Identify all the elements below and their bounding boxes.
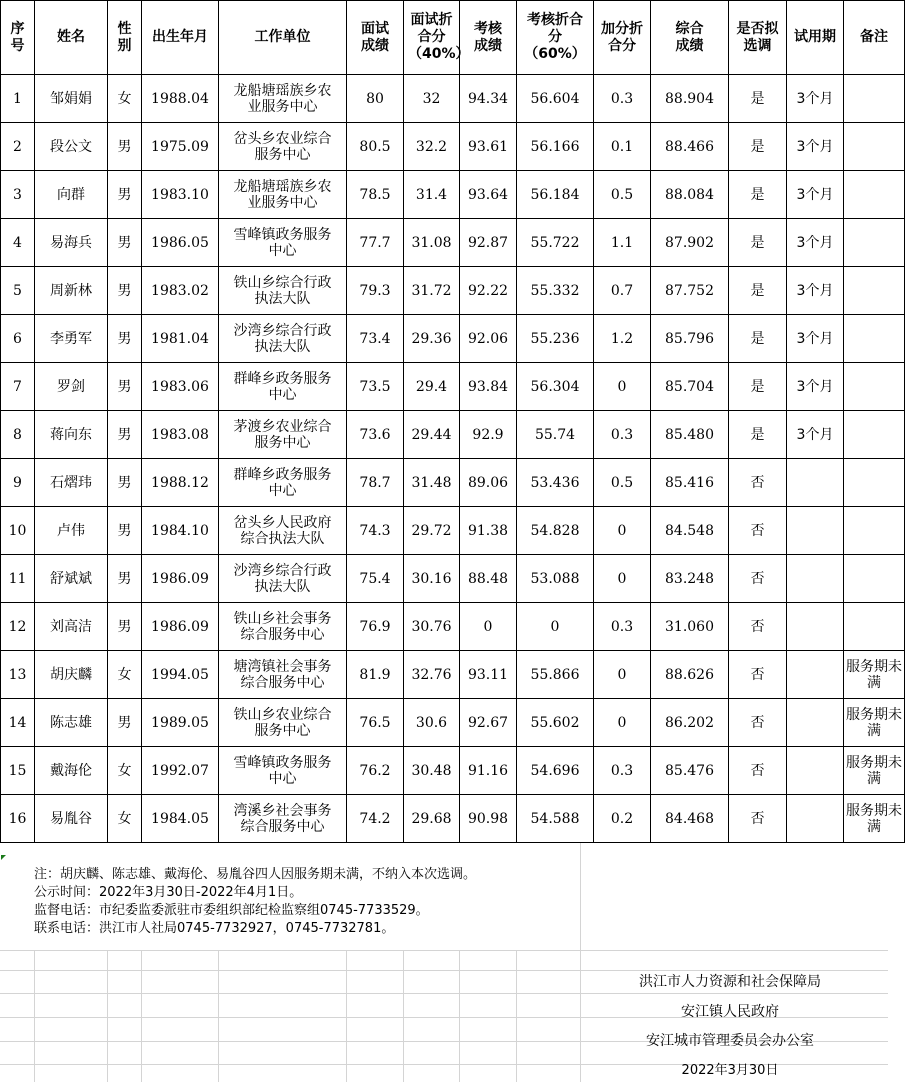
cell-interview-weighted: 31.4 — [404, 171, 460, 219]
cell-gender: 女 — [108, 747, 142, 795]
cell-birth: 1986.09 — [142, 555, 219, 603]
cell-seq: 6 — [1, 315, 35, 363]
cell-bonus: 1.2 — [594, 315, 651, 363]
cell-interview-weighted: 31.72 — [404, 267, 460, 315]
cell-probation: 3个月 — [787, 315, 844, 363]
cell-seq: 9 — [1, 459, 35, 507]
cell-selected: 否 — [729, 459, 787, 507]
cell-unit: 塘湾镇社会事务综合服务中心 — [219, 651, 347, 699]
cell-probation — [787, 699, 844, 747]
cell-remark: 服务期未满 — [844, 651, 905, 699]
cell-unit: 群峰乡政务服务中心 — [219, 459, 347, 507]
cell-assess-weighted: 56.166 — [517, 123, 594, 171]
table-row — [1, 171, 905, 219]
cell-gender: 男 — [108, 411, 142, 459]
table-row — [1, 651, 905, 699]
cell-unit: 群峰乡政务服务中心 — [219, 363, 347, 411]
cell-interview: 79.3 — [347, 267, 404, 315]
cell-assess: 92.06 — [460, 315, 517, 363]
cell-name: 段公文 — [35, 123, 108, 171]
cell-interview-weighted: 32 — [404, 75, 460, 123]
table-row — [1, 219, 905, 267]
cell-marker-icon — [1, 855, 6, 860]
cell-seq: 11 — [1, 555, 35, 603]
note-line-1: 注：胡庆麟、陈志雄、戴海伦、易胤谷四人因服务期未满，不纳入本次选调。 — [34, 867, 477, 882]
cell-total: 87.902 — [651, 219, 729, 267]
cell-remark: 服务期未满 — [844, 795, 905, 843]
cell-selected: 是 — [729, 75, 787, 123]
cell-assess: 92.87 — [460, 219, 517, 267]
cell-interview: 76.5 — [347, 699, 404, 747]
cell-remark — [844, 459, 905, 507]
cell-name: 胡庆麟 — [35, 651, 108, 699]
cell-assess-weighted: 54.828 — [517, 507, 594, 555]
cell-interview-weighted: 29.36 — [404, 315, 460, 363]
cell-remark — [844, 411, 905, 459]
cell-remark — [844, 363, 905, 411]
cell-probation: 3个月 — [787, 123, 844, 171]
cell-unit: 铁山乡农业综合服务中心 — [219, 699, 347, 747]
cell-interview-weighted: 29.44 — [404, 411, 460, 459]
table-row — [1, 603, 905, 651]
cell-assess-weighted: 54.696 — [517, 747, 594, 795]
cell-interview: 80 — [347, 75, 404, 123]
cell-name: 蒋向东 — [35, 411, 108, 459]
cell-interview: 76.9 — [347, 603, 404, 651]
header-birth: 出生年月 — [142, 1, 219, 75]
cell-seq: 12 — [1, 603, 35, 651]
cell-interview-weighted: 29.4 — [404, 363, 460, 411]
cell-total: 85.704 — [651, 363, 729, 411]
header-total: 综合成绩 — [651, 1, 729, 75]
cell-total: 88.904 — [651, 75, 729, 123]
cell-total: 84.548 — [651, 507, 729, 555]
cell-probation — [787, 507, 844, 555]
signature-org-2: 安江镇人民政府 — [681, 1004, 779, 1020]
header-probation: 试用期 — [787, 1, 844, 75]
cell-gender: 男 — [108, 507, 142, 555]
table-row — [1, 507, 905, 555]
cell-bonus: 1.1 — [594, 219, 651, 267]
cell-selected: 是 — [729, 411, 787, 459]
cell-assess-weighted: 55.332 — [517, 267, 594, 315]
cell-gender: 男 — [108, 459, 142, 507]
cell-interview-weighted: 30.6 — [404, 699, 460, 747]
cell-seq: 14 — [1, 699, 35, 747]
cell-bonus: 0 — [594, 507, 651, 555]
cell-seq: 8 — [1, 411, 35, 459]
cell-seq: 3 — [1, 171, 35, 219]
cell-interview-weighted: 29.68 — [404, 795, 460, 843]
cell-seq: 16 — [1, 795, 35, 843]
cell-total: 85.476 — [651, 747, 729, 795]
cell-selected: 是 — [729, 219, 787, 267]
cell-seq: 10 — [1, 507, 35, 555]
cell-total: 85.416 — [651, 459, 729, 507]
cell-selected: 否 — [729, 507, 787, 555]
cell-interview: 73.6 — [347, 411, 404, 459]
cell-gender: 男 — [108, 363, 142, 411]
cell-assess: 92.67 — [460, 699, 517, 747]
cell-probation: 3个月 — [787, 267, 844, 315]
cell-unit: 龙船塘瑶族乡农业服务中心 — [219, 75, 347, 123]
cell-assess-weighted: 53.088 — [517, 555, 594, 603]
cell-interview: 73.5 — [347, 363, 404, 411]
cell-seq: 2 — [1, 123, 35, 171]
cell-probation — [787, 603, 844, 651]
cell-probation: 3个月 — [787, 363, 844, 411]
cell-assess: 0 — [460, 603, 517, 651]
cell-name: 石熠玮 — [35, 459, 108, 507]
cell-total: 84.468 — [651, 795, 729, 843]
cell-birth: 1975.09 — [142, 123, 219, 171]
cell-probation — [787, 651, 844, 699]
cell-interview: 75.4 — [347, 555, 404, 603]
cell-bonus: 0.1 — [594, 123, 651, 171]
table-row — [1, 267, 905, 315]
cell-selected: 否 — [729, 747, 787, 795]
signature-org-1: 洪江市人力资源和社会保障局 — [639, 974, 821, 990]
cell-remark — [844, 75, 905, 123]
cell-interview-weighted: 29.72 — [404, 507, 460, 555]
cell-bonus: 0 — [594, 555, 651, 603]
cell-assess-weighted: 55.236 — [517, 315, 594, 363]
signature-org-3: 安江城市管理委员会办公室 — [646, 1033, 814, 1049]
cell-name: 易海兵 — [35, 219, 108, 267]
notes-block — [34, 866, 476, 938]
cell-remark: 服务期未满 — [844, 699, 905, 747]
table-row — [1, 75, 905, 123]
cell-assess-weighted: 55.866 — [517, 651, 594, 699]
cell-bonus: 0 — [594, 699, 651, 747]
cell-interview: 74.3 — [347, 507, 404, 555]
cell-assess: 93.64 — [460, 171, 517, 219]
cell-gender: 男 — [108, 267, 142, 315]
cell-name: 陈志雄 — [35, 699, 108, 747]
cell-assess-weighted: 53.436 — [517, 459, 594, 507]
header-bonus: 加分折合分 — [594, 1, 651, 75]
cell-total: 83.248 — [651, 555, 729, 603]
cell-remark — [844, 603, 905, 651]
header-remark: 备注 — [844, 1, 905, 75]
cell-assess-weighted: 55.602 — [517, 699, 594, 747]
cell-selected: 是 — [729, 363, 787, 411]
cell-probation — [787, 459, 844, 507]
cell-birth: 1986.05 — [142, 219, 219, 267]
cell-total: 86.202 — [651, 699, 729, 747]
cell-assess: 89.06 — [460, 459, 517, 507]
cell-interview-weighted: 32.2 — [404, 123, 460, 171]
cell-birth: 1984.05 — [142, 795, 219, 843]
cell-birth: 1994.05 — [142, 651, 219, 699]
cell-birth: 1988.12 — [142, 459, 219, 507]
header-unit: 工作单位 — [219, 1, 347, 75]
cell-unit: 岔头乡农业综合服务中心 — [219, 123, 347, 171]
cell-assess-weighted: 56.604 — [517, 75, 594, 123]
cell-assess-weighted: 0 — [517, 603, 594, 651]
cell-interview: 78.7 — [347, 459, 404, 507]
cell-assess-weighted: 55.74 — [517, 411, 594, 459]
cell-unit: 茅渡乡农业综合服务中心 — [219, 411, 347, 459]
cell-selected: 否 — [729, 795, 787, 843]
cell-seq: 13 — [1, 651, 35, 699]
table-row — [1, 795, 905, 843]
cell-selected: 否 — [729, 699, 787, 747]
cell-name: 周新林 — [35, 267, 108, 315]
cell-gender: 男 — [108, 699, 142, 747]
cell-seq: 1 — [1, 75, 35, 123]
cell-interview: 73.4 — [347, 315, 404, 363]
note-line-4: 联系电话：洪江市人社局0745-7732927，0745-7732781。 — [34, 921, 395, 936]
cell-selected: 是 — [729, 123, 787, 171]
cell-selected: 否 — [729, 555, 787, 603]
cell-bonus: 0.2 — [594, 795, 651, 843]
cell-name: 刘高洁 — [35, 603, 108, 651]
cell-total: 88.466 — [651, 123, 729, 171]
cell-remark — [844, 123, 905, 171]
cell-seq: 5 — [1, 267, 35, 315]
cell-interview: 78.5 — [347, 171, 404, 219]
cell-assess: 88.48 — [460, 555, 517, 603]
cell-total: 88.084 — [651, 171, 729, 219]
cell-interview-weighted: 30.76 — [404, 603, 460, 651]
cell-gender: 男 — [108, 123, 142, 171]
cell-gender: 男 — [108, 555, 142, 603]
cell-probation — [787, 795, 844, 843]
cell-remark: 服务期未满 — [844, 747, 905, 795]
cell-gender: 女 — [108, 795, 142, 843]
cell-interview: 76.2 — [347, 747, 404, 795]
cell-assess: 90.98 — [460, 795, 517, 843]
cell-assess: 91.16 — [460, 747, 517, 795]
cell-probation: 3个月 — [787, 75, 844, 123]
cell-bonus: 0.3 — [594, 603, 651, 651]
header-name: 姓名 — [35, 1, 108, 75]
cell-remark — [844, 555, 905, 603]
cell-interview: 77.7 — [347, 219, 404, 267]
signature-date: 2022年3月30日 — [681, 1063, 779, 1078]
cell-selected: 否 — [729, 603, 787, 651]
header-interview-weighted: 面试折合分（40%） — [404, 1, 460, 75]
cell-bonus: 0.7 — [594, 267, 651, 315]
cell-total: 88.626 — [651, 651, 729, 699]
cell-bonus: 0 — [594, 363, 651, 411]
cell-interview-weighted: 30.16 — [404, 555, 460, 603]
cell-probation — [787, 747, 844, 795]
cell-remark — [844, 507, 905, 555]
cell-assess: 94.34 — [460, 75, 517, 123]
cell-unit: 雪峰镇政务服务中心 — [219, 747, 347, 795]
cell-bonus: 0.3 — [594, 75, 651, 123]
table-row — [1, 123, 905, 171]
cell-selected: 是 — [729, 267, 787, 315]
cell-gender: 女 — [108, 651, 142, 699]
cell-assess: 93.84 — [460, 363, 517, 411]
note-line-2: 公示时间：2022年3月30日-2022年4月1日。 — [34, 885, 303, 900]
cell-name: 罗剑 — [35, 363, 108, 411]
cell-seq: 15 — [1, 747, 35, 795]
cell-remark — [844, 219, 905, 267]
table-row — [1, 363, 905, 411]
header-seq: 序号 — [1, 1, 35, 75]
cell-probation: 3个月 — [787, 411, 844, 459]
cell-bonus: 0 — [594, 651, 651, 699]
cell-unit: 铁山乡综合行政执法大队 — [219, 267, 347, 315]
cell-name: 向群 — [35, 171, 108, 219]
header-gender: 性别 — [108, 1, 142, 75]
cell-unit: 岔头乡人民政府综合执法大队 — [219, 507, 347, 555]
header-assess: 考核成绩 — [460, 1, 517, 75]
cell-unit: 龙船塘瑶族乡农业服务中心 — [219, 171, 347, 219]
cell-total: 31.060 — [651, 603, 729, 651]
table-row — [1, 411, 905, 459]
cell-interview-weighted: 31.48 — [404, 459, 460, 507]
table-row — [1, 459, 905, 507]
cell-total: 85.480 — [651, 411, 729, 459]
cell-remark — [844, 315, 905, 363]
cell-birth: 1981.04 — [142, 315, 219, 363]
cell-birth: 1983.10 — [142, 171, 219, 219]
cell-birth: 1983.08 — [142, 411, 219, 459]
cell-assess-weighted: 54.588 — [517, 795, 594, 843]
cell-assess-weighted: 55.722 — [517, 219, 594, 267]
table-header-row — [1, 1, 905, 75]
cell-name: 戴海伦 — [35, 747, 108, 795]
cell-remark — [844, 171, 905, 219]
cell-bonus: 0.3 — [594, 747, 651, 795]
header-assess-weighted: 考核折合分（60%） — [517, 1, 594, 75]
cell-birth: 1984.10 — [142, 507, 219, 555]
cell-birth: 1986.09 — [142, 603, 219, 651]
cell-assess: 93.61 — [460, 123, 517, 171]
cell-birth: 1983.06 — [142, 363, 219, 411]
cell-selected: 否 — [729, 651, 787, 699]
cell-assess: 92.9 — [460, 411, 517, 459]
cell-bonus: 0.5 — [594, 459, 651, 507]
cell-bonus: 0.3 — [594, 411, 651, 459]
cell-gender: 男 — [108, 315, 142, 363]
cell-selected: 是 — [729, 171, 787, 219]
note-line-3: 监督电话：市纪委监委派驻市委组织部纪检监察组0745-7733529。 — [34, 903, 429, 918]
cell-seq: 7 — [1, 363, 35, 411]
cell-name: 邹娟娟 — [35, 75, 108, 123]
cell-remark — [844, 267, 905, 315]
cell-assess-weighted: 56.184 — [517, 171, 594, 219]
cell-interview: 80.5 — [347, 123, 404, 171]
cell-probation — [787, 555, 844, 603]
cell-total: 85.796 — [651, 315, 729, 363]
cell-assess: 91.38 — [460, 507, 517, 555]
cell-seq: 4 — [1, 219, 35, 267]
cell-probation: 3个月 — [787, 219, 844, 267]
table-row — [1, 699, 905, 747]
cell-name: 舒斌斌 — [35, 555, 108, 603]
cell-probation: 3个月 — [787, 171, 844, 219]
cell-bonus: 0.5 — [594, 171, 651, 219]
cell-interview: 74.2 — [347, 795, 404, 843]
cell-interview-weighted: 31.08 — [404, 219, 460, 267]
cell-unit: 沙湾乡综合行政执法大队 — [219, 315, 347, 363]
cell-unit: 湾溪乡社会事务综合服务中心 — [219, 795, 347, 843]
cell-gender: 女 — [108, 75, 142, 123]
table-row — [1, 555, 905, 603]
cell-assess-weighted: 56.304 — [517, 363, 594, 411]
cell-unit: 铁山乡社会事务综合服务中心 — [219, 603, 347, 651]
cell-gender: 男 — [108, 603, 142, 651]
cell-birth: 1983.02 — [142, 267, 219, 315]
cell-name: 卢伟 — [35, 507, 108, 555]
cell-unit: 雪峰镇政务服务中心 — [219, 219, 347, 267]
cell-birth: 1992.07 — [142, 747, 219, 795]
cell-interview-weighted: 32.76 — [404, 651, 460, 699]
cell-unit: 沙湾乡综合行政执法大队 — [219, 555, 347, 603]
cell-birth: 1989.05 — [142, 699, 219, 747]
cell-gender: 男 — [108, 171, 142, 219]
table-row — [1, 747, 905, 795]
cell-name: 易胤谷 — [35, 795, 108, 843]
cell-assess: 92.22 — [460, 267, 517, 315]
header-interview: 面试成绩 — [347, 1, 404, 75]
cell-name: 李勇军 — [35, 315, 108, 363]
table-row — [1, 315, 905, 363]
cell-total: 87.752 — [651, 267, 729, 315]
cell-selected: 是 — [729, 315, 787, 363]
cell-interview: 81.9 — [347, 651, 404, 699]
header-selected: 是否拟选调 — [729, 1, 787, 75]
cell-birth: 1988.04 — [142, 75, 219, 123]
cell-interview-weighted: 30.48 — [404, 747, 460, 795]
cell-assess: 93.11 — [460, 651, 517, 699]
cell-gender: 男 — [108, 219, 142, 267]
